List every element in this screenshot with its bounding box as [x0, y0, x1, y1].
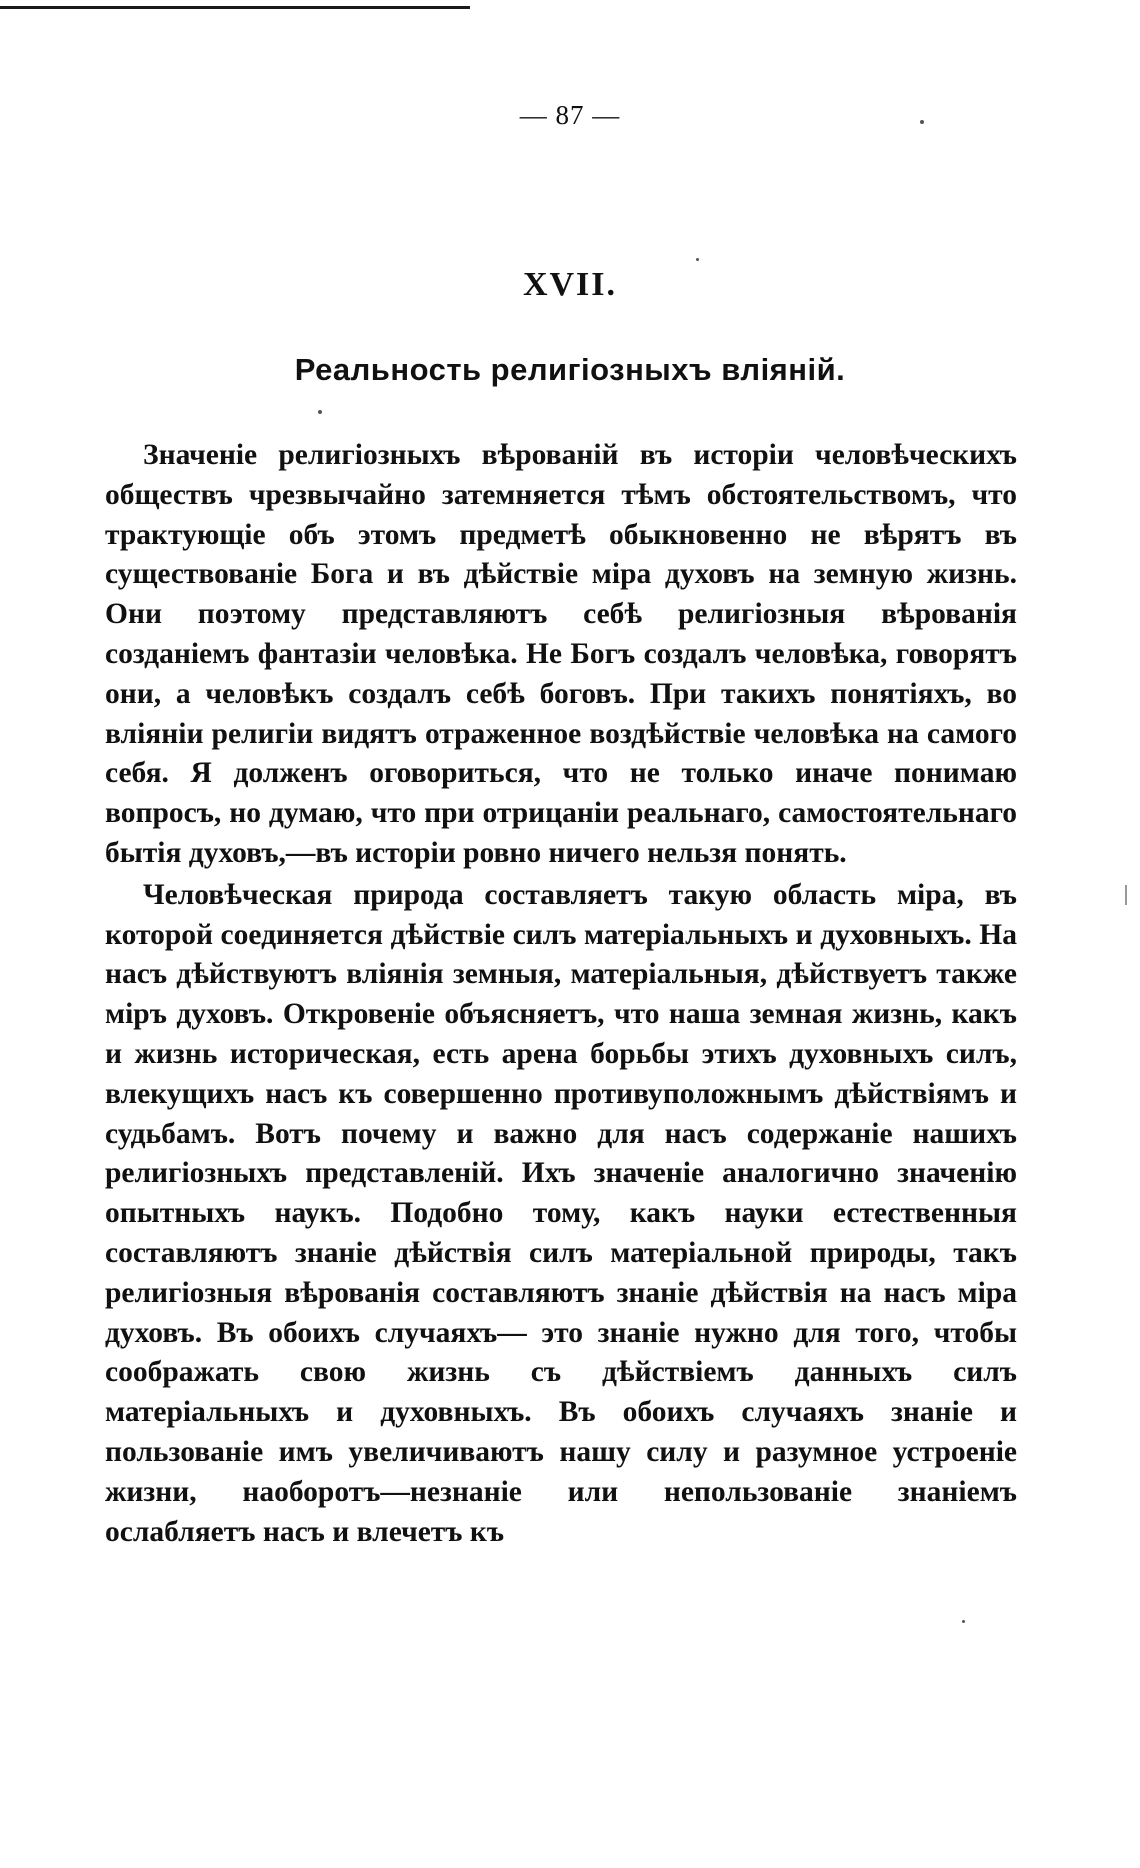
scan-speck	[920, 120, 924, 124]
scan-speck	[1125, 885, 1127, 905]
paragraph-1: Значенiе религiозныхъ вѣрованiй въ исторiи человѣческихъ обществъ чрезвычайно затемняется тѣмъ обстоятельствомъ, что трактующiе объ этомъ предметѣ обыкновенно не вѣрятъ въ существованiе Бога и въ дѣйствiе мiра духовъ на земную жизнь. Они поэтому представляютъ себѣ религiозныя вѣрованiя созданiемъ фантазiи человѣка. Не Богъ создалъ человѣка, говорятъ они, а человѣкъ создалъ себѣ боговъ. При такихъ понятiяхъ, во влiянiи религiи видятъ отраженное воздѣйствiе человѣка на самого себя. Я долженъ оговориться, что не только иначе понимаю вопросъ, но думаю, что при отрицанiи реальнаго, самостоятельнаго бытiя духовъ,—въ исторiи ровно ничего нельзя понять.	[105, 439, 1017, 869]
chapter-number: XVII.	[522, 266, 618, 303]
scan-speck	[962, 1620, 965, 1623]
page-number: — 87 —	[519, 100, 621, 130]
chapter-title: Реальность религiозныхъ влiянiй.	[294, 352, 846, 387]
scan-speck	[696, 258, 699, 261]
top-rule	[0, 6, 470, 9]
body-text	[105, 436, 1017, 1554]
paragraph-2: Человѣческая природа составляетъ такую область мiра, въ которой соединяется дѣйствiе силъ матерiальныхъ и духовныхъ. На насъ дѣйствуютъ влiянiя земныя, матерiальныя, дѣйствуетъ также мiръ духовъ. Откровенiе объясняетъ, что наша земная жизнь, какъ и жизнь историческая, есть арена борьбы этихъ духовныхъ силъ, влекущихъ насъ къ совершенно противуположнымъ дѣйствiямъ и судьбамъ. Вотъ почему и важно для насъ содержанiе нашихъ религiозныхъ представленiй. Ихъ значенiе аналогично значенiю опытныхъ наукъ. Подобно тому, какъ науки естественныя составляютъ знанiе дѣйствiя силъ матерiальной природы, такъ религiозныя вѣрованiя составляютъ знанiе дѣйствiя на насъ мiра духовъ. Въ обоихъ случаяхъ— это знанiе нужно для того, чтобы соображать свою жизнь съ дѣйствiемъ данныхъ силъ матерiальныхъ и духовныхъ. Въ обоихъ случаяхъ знанiе и пользованiе имъ увеличиваютъ нашу силу и разумное устроенiе жизни, наоборотъ—незнанiе или непользованiе знанiемъ ослабляетъ насъ и влечетъ къ	[105, 878, 1017, 1548]
scan-speck	[318, 410, 322, 414]
